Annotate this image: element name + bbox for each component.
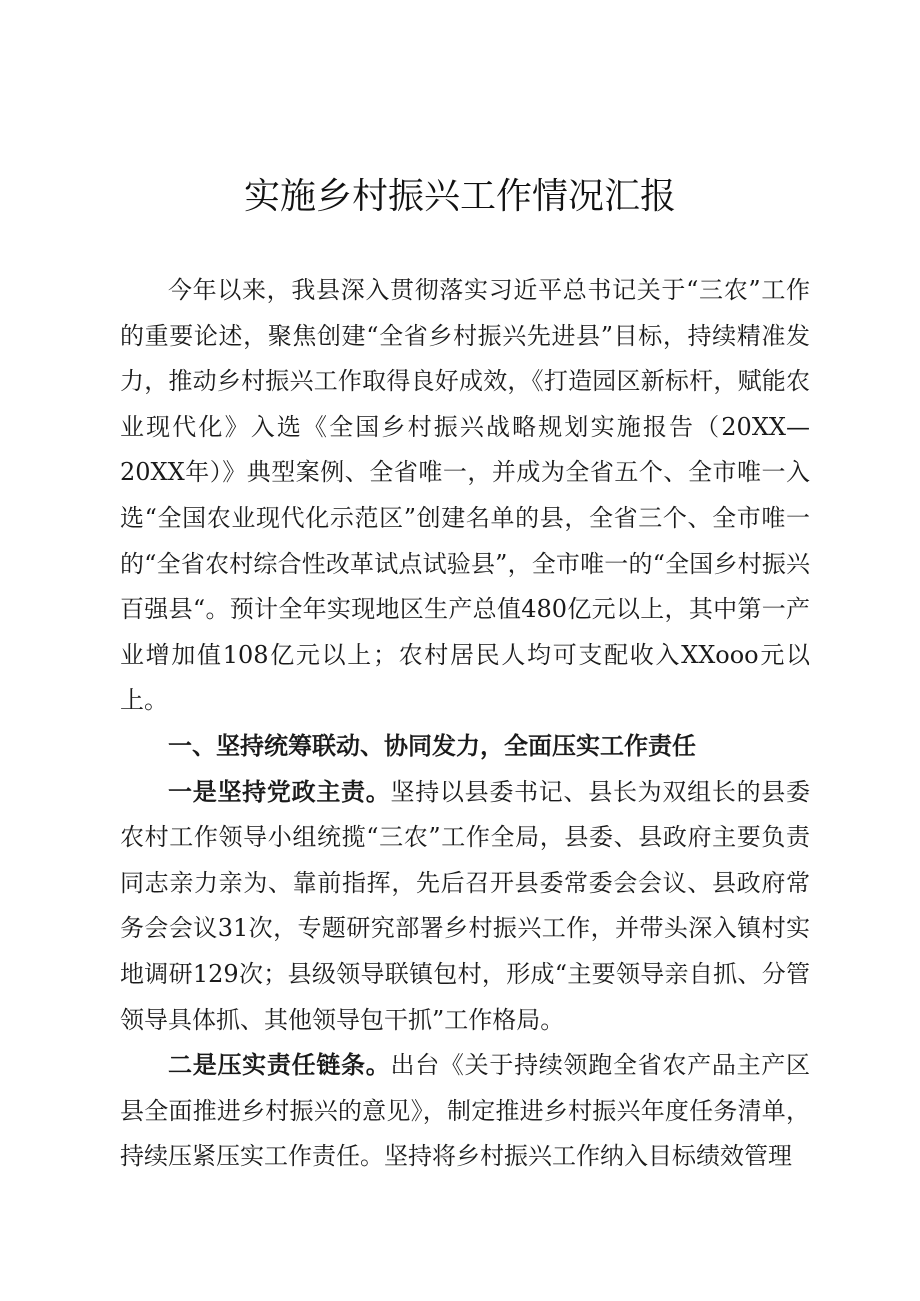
paragraph-text: 坚持以县委书记、县长为双组长的县委农村工作领导小组统揽“三农”工作全局，县委、县政府主要负责同志亲力亲为、靠前指挥，先后召开县委常委会会议、县政府常务会会议31次，专题研究部署乡村振兴工作，并带头深入镇村实地调研129次；县级领导联镇包村，形成“主要领导亲自抓、分管领导具体抓、其他领导包干抓”工作格局。 xyxy=(120,777,811,1034)
intro-paragraph: 今年以来，我县深入贯彻落实习近平总书记关于“三农”工作的重要论述，聚焦创建“全省乡村振兴先进县”目标，持续精准发力，推动乡村振兴工作取得良好成效，《打造园区新标杆，赋能农业现代化》入选《全国乡村振兴战略规划实施报告（20XX—20XX年）》典型案例、全省唯一，并成为全省五个、全市唯一入选“全国农业现代化示范区”创建名单的县，全省三个、全市唯一的“全省农村综合性改革试点试验县”，全市唯一的“全国乡村振兴百强县“。预计全年实现地区生产总值480亿元以上，其中第一产业增加值108亿元以上；农村居民人均可支配收入XXooo元以上。 xyxy=(120,276,810,715)
paragraph-party-responsibility xyxy=(120,770,810,1044)
paragraph-responsibility-chain xyxy=(120,1043,810,1180)
section-heading-1: 一、坚持统筹联动、协同发力，全面压实工作责任 xyxy=(168,731,696,760)
paragraph-lead: 二是压实责任链条。 xyxy=(168,1051,391,1080)
paragraph-text: 出台《关于持续领跑全省农产品主产区县全面推进乡村振兴的意见》，制定推进乡村振兴年度任务清单，持续压紧压实工作责任。坚持将乡村振兴工作纳入目标绩效管理 xyxy=(120,1051,811,1171)
document-body xyxy=(120,268,810,1180)
paragraph-lead: 一是坚持党政主责。 xyxy=(168,777,391,806)
document-title: 实施乡村振兴工作情况汇报 xyxy=(243,176,676,217)
